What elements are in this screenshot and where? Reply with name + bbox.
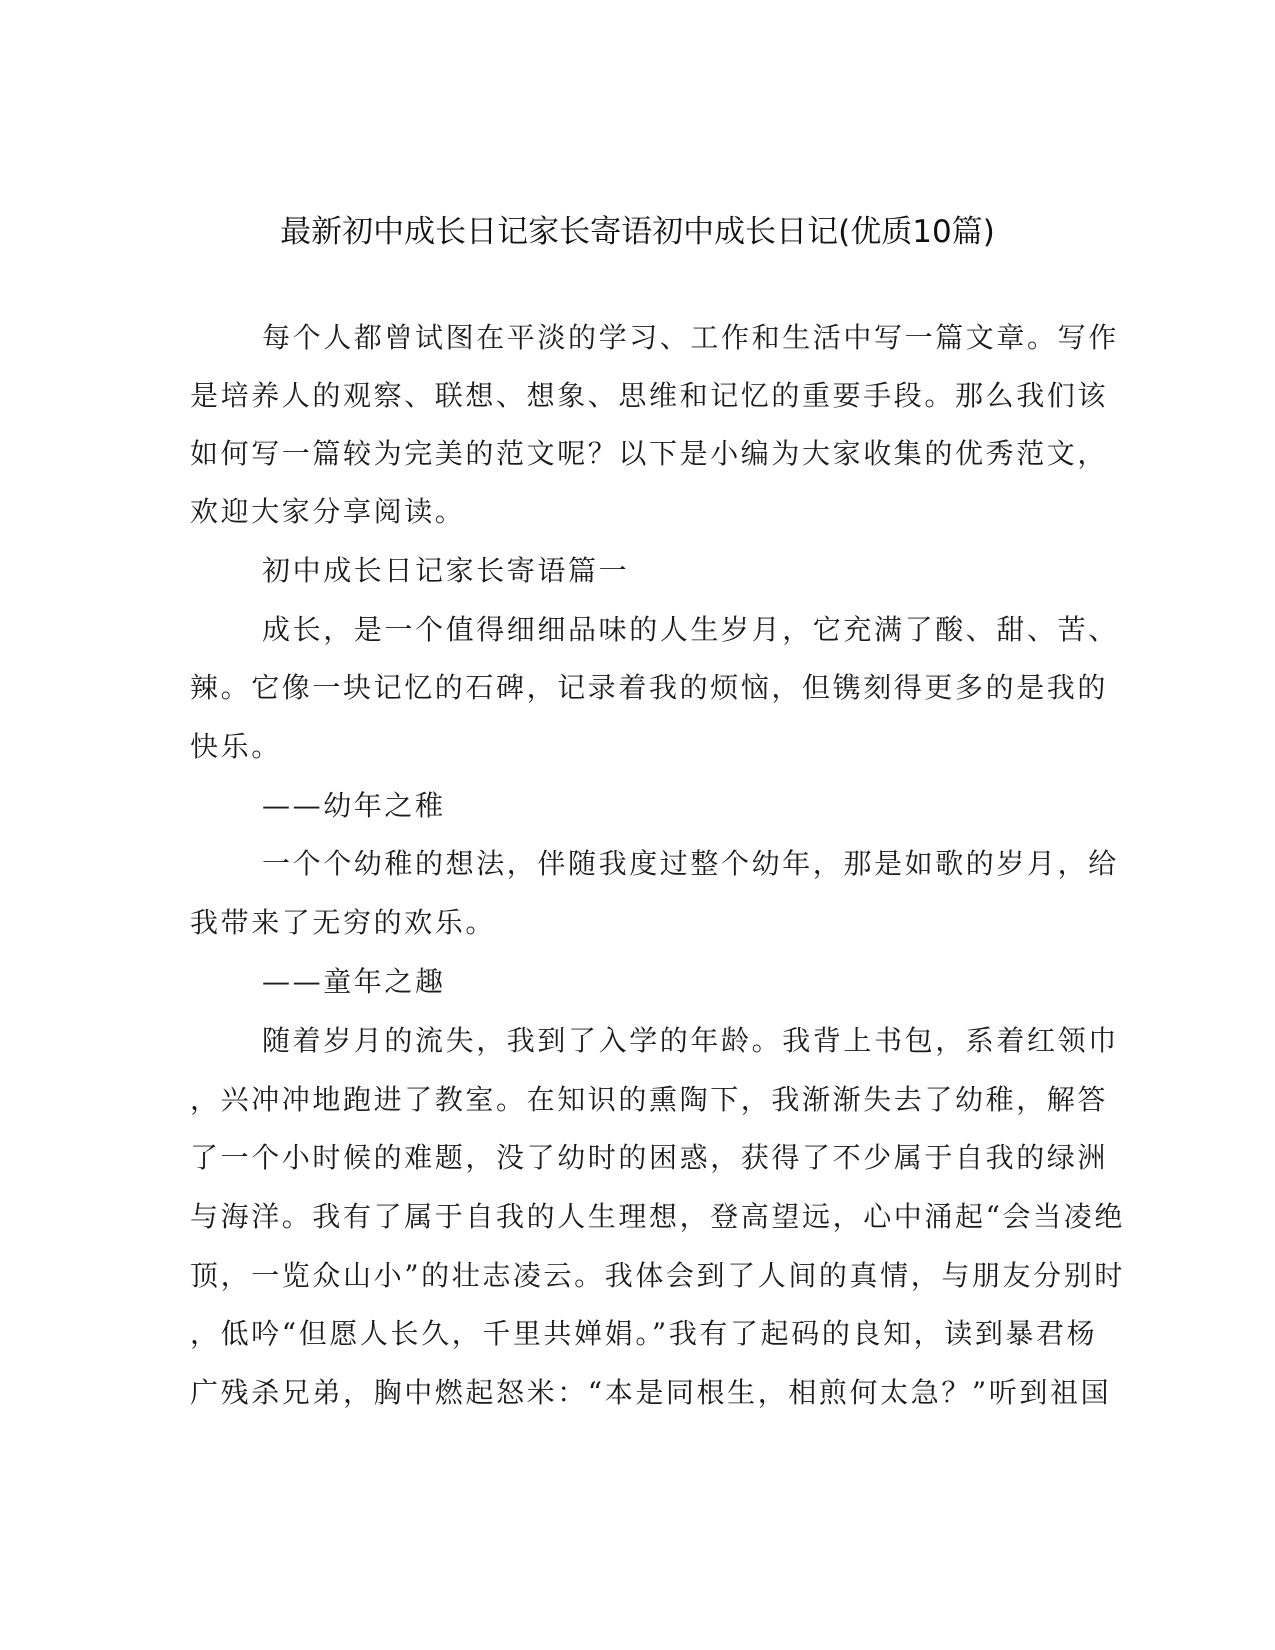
body-line: 是培养人的观察、联想、想象、思维和记忆的重要手段。那么我们该 [190,379,1109,412]
body-line: 每个人都曾试图在平淡的学习、工作和生活中写一篇文章。写作 [262,321,1119,354]
body-line: 如何写一篇较为完美的范文呢？以下是小编为大家收集的优秀范文， [190,437,1109,470]
body-line: 辣。它像一块记忆的石碑，记录着我的烦恼，但镌刻得更多的是我的 [190,671,1109,704]
body-line: 随着岁月的流失，我到了入学的年龄。我背上书包，系着红领巾 [262,1024,1119,1057]
section-heading: 初中成长日记家长寄语篇一 [262,554,630,587]
subheading: ——童年之趣 [262,965,446,998]
body-line: 一个个幼稚的想法，伴随我度过整个幼年，那是如歌的岁月，给 [262,847,1119,880]
body-line: 与海洋。我有了属于自我的人生理想，登高望远，心中涌起“会当凌绝 [190,1200,1125,1233]
body-line: ，低吟“但愿人长久，千里共婵娟。”我有了起码的良知，读到暴君杨 [190,1317,1098,1350]
body-line: 快乐。 [190,730,282,763]
body-line: 我带来了无穷的欢乐。 [190,906,497,939]
body-line: 广残杀兄弟，胸中燃起怒米：“本是同根生，相煎何太急？”听到祖国 [190,1376,1112,1409]
body-line: 顶，一览众山小”的壮志凌云。我体会到了人间的真情，与朋友分别时 [190,1259,1125,1292]
body-line: 成长，是一个值得细细品味的人生岁月，它充满了酸、甜、苦、 [262,613,1119,646]
body-line: ，兴冲冲地跑进了教室。在知识的熏陶下，我渐渐失去了幼稚，解答 [190,1083,1109,1116]
body-line: 欢迎大家分享阅读。 [190,495,466,528]
subheading: ——幼年之稚 [262,789,446,822]
document-title: 最新初中成长日记家长寄语初中成长日记(优质10篇) [280,214,995,250]
body-line: 了一个小时候的难题，没了幼时的困惑，获得了不少属于自我的绿洲 [190,1141,1109,1174]
